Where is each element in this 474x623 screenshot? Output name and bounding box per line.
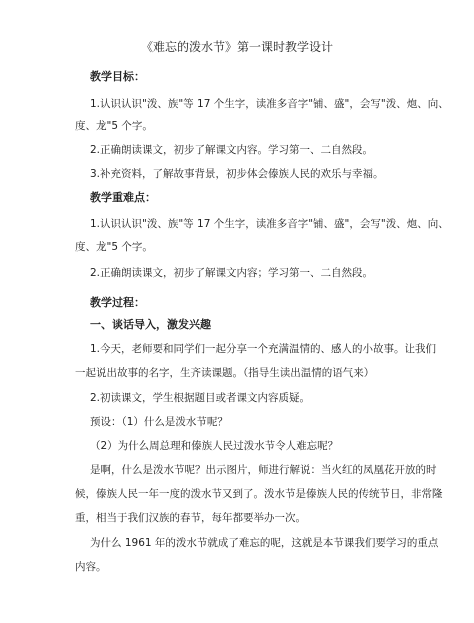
- paragraph-6-line-2: 内容。: [75, 561, 107, 573]
- paragraph-1-line-2: 一起说出故事的名字，生齐读课题。（指导生读出温情的语气来）: [75, 367, 375, 379]
- process-heading: 教学过程：: [90, 296, 145, 309]
- paragraph-1-line-1: 1.今天，老师要和同学们一起分享一个充满温情的、感人的小故事。让我们: [90, 343, 437, 355]
- paragraph-2: 2.初读课文，学生根据题目或者课文内容质疑。: [90, 392, 311, 404]
- key-point-2: 2.正确朗读课文，初步了解课文内容；学习第一、二自然段。: [90, 267, 374, 279]
- key-point-1-line-1: 1.认识认识"泼、族"等 17 个生字，读准多音字"铺、盛"，会写"泼、炮、向、: [90, 218, 449, 230]
- goal-3: 3.补充资料，了解故事背景，初步体会傣族人民的欢乐与幸福。: [90, 168, 384, 180]
- key-points-heading: 教学重难点：: [90, 191, 156, 204]
- goal-2: 2.正确朗读课文，初步了解课文内容。学习第一、二自然段。: [90, 144, 374, 156]
- paragraph-5-line-3: 重，相当于我们汉族的春节，每年都要举办一次。: [75, 512, 306, 524]
- paragraph-6-line-1: 为什么 1961 年的泼水节就成了难忘的呢，这就是本节课我们要学习的重点: [90, 537, 439, 549]
- paragraph-4: （2）为什么周总理和傣族人民过泼水节令人难忘呢？: [90, 440, 339, 452]
- section-1-heading: 一、谈话导入，激发兴趣: [90, 318, 211, 331]
- paragraph-5-line-2: 候，傣族人民一年一度的泼水节又到了。泼水节是傣族人民的传统节日，非常隆: [75, 488, 443, 500]
- goal-1-line-2: 度、龙"5 个字。: [75, 120, 153, 132]
- key-point-1-line-2: 度、龙"5 个字。: [75, 241, 153, 253]
- goal-1-line-1: 1.认识认识"泼、族"等 17 个生字，读准多音字"铺、盛"，会写"泼、炮、向、: [90, 98, 449, 110]
- paragraph-3: 预设：（1）什么是泼水节呢？: [90, 416, 228, 428]
- paragraph-5-line-1: 是啊，什么是泼水节呢？出示图片，师进行解说：当火红的凤凰花开放的时: [90, 464, 437, 476]
- document-title: 《难忘的泼水节》第一课时教学设计: [140, 40, 333, 54]
- goals-heading: 教学目标：: [90, 70, 145, 83]
